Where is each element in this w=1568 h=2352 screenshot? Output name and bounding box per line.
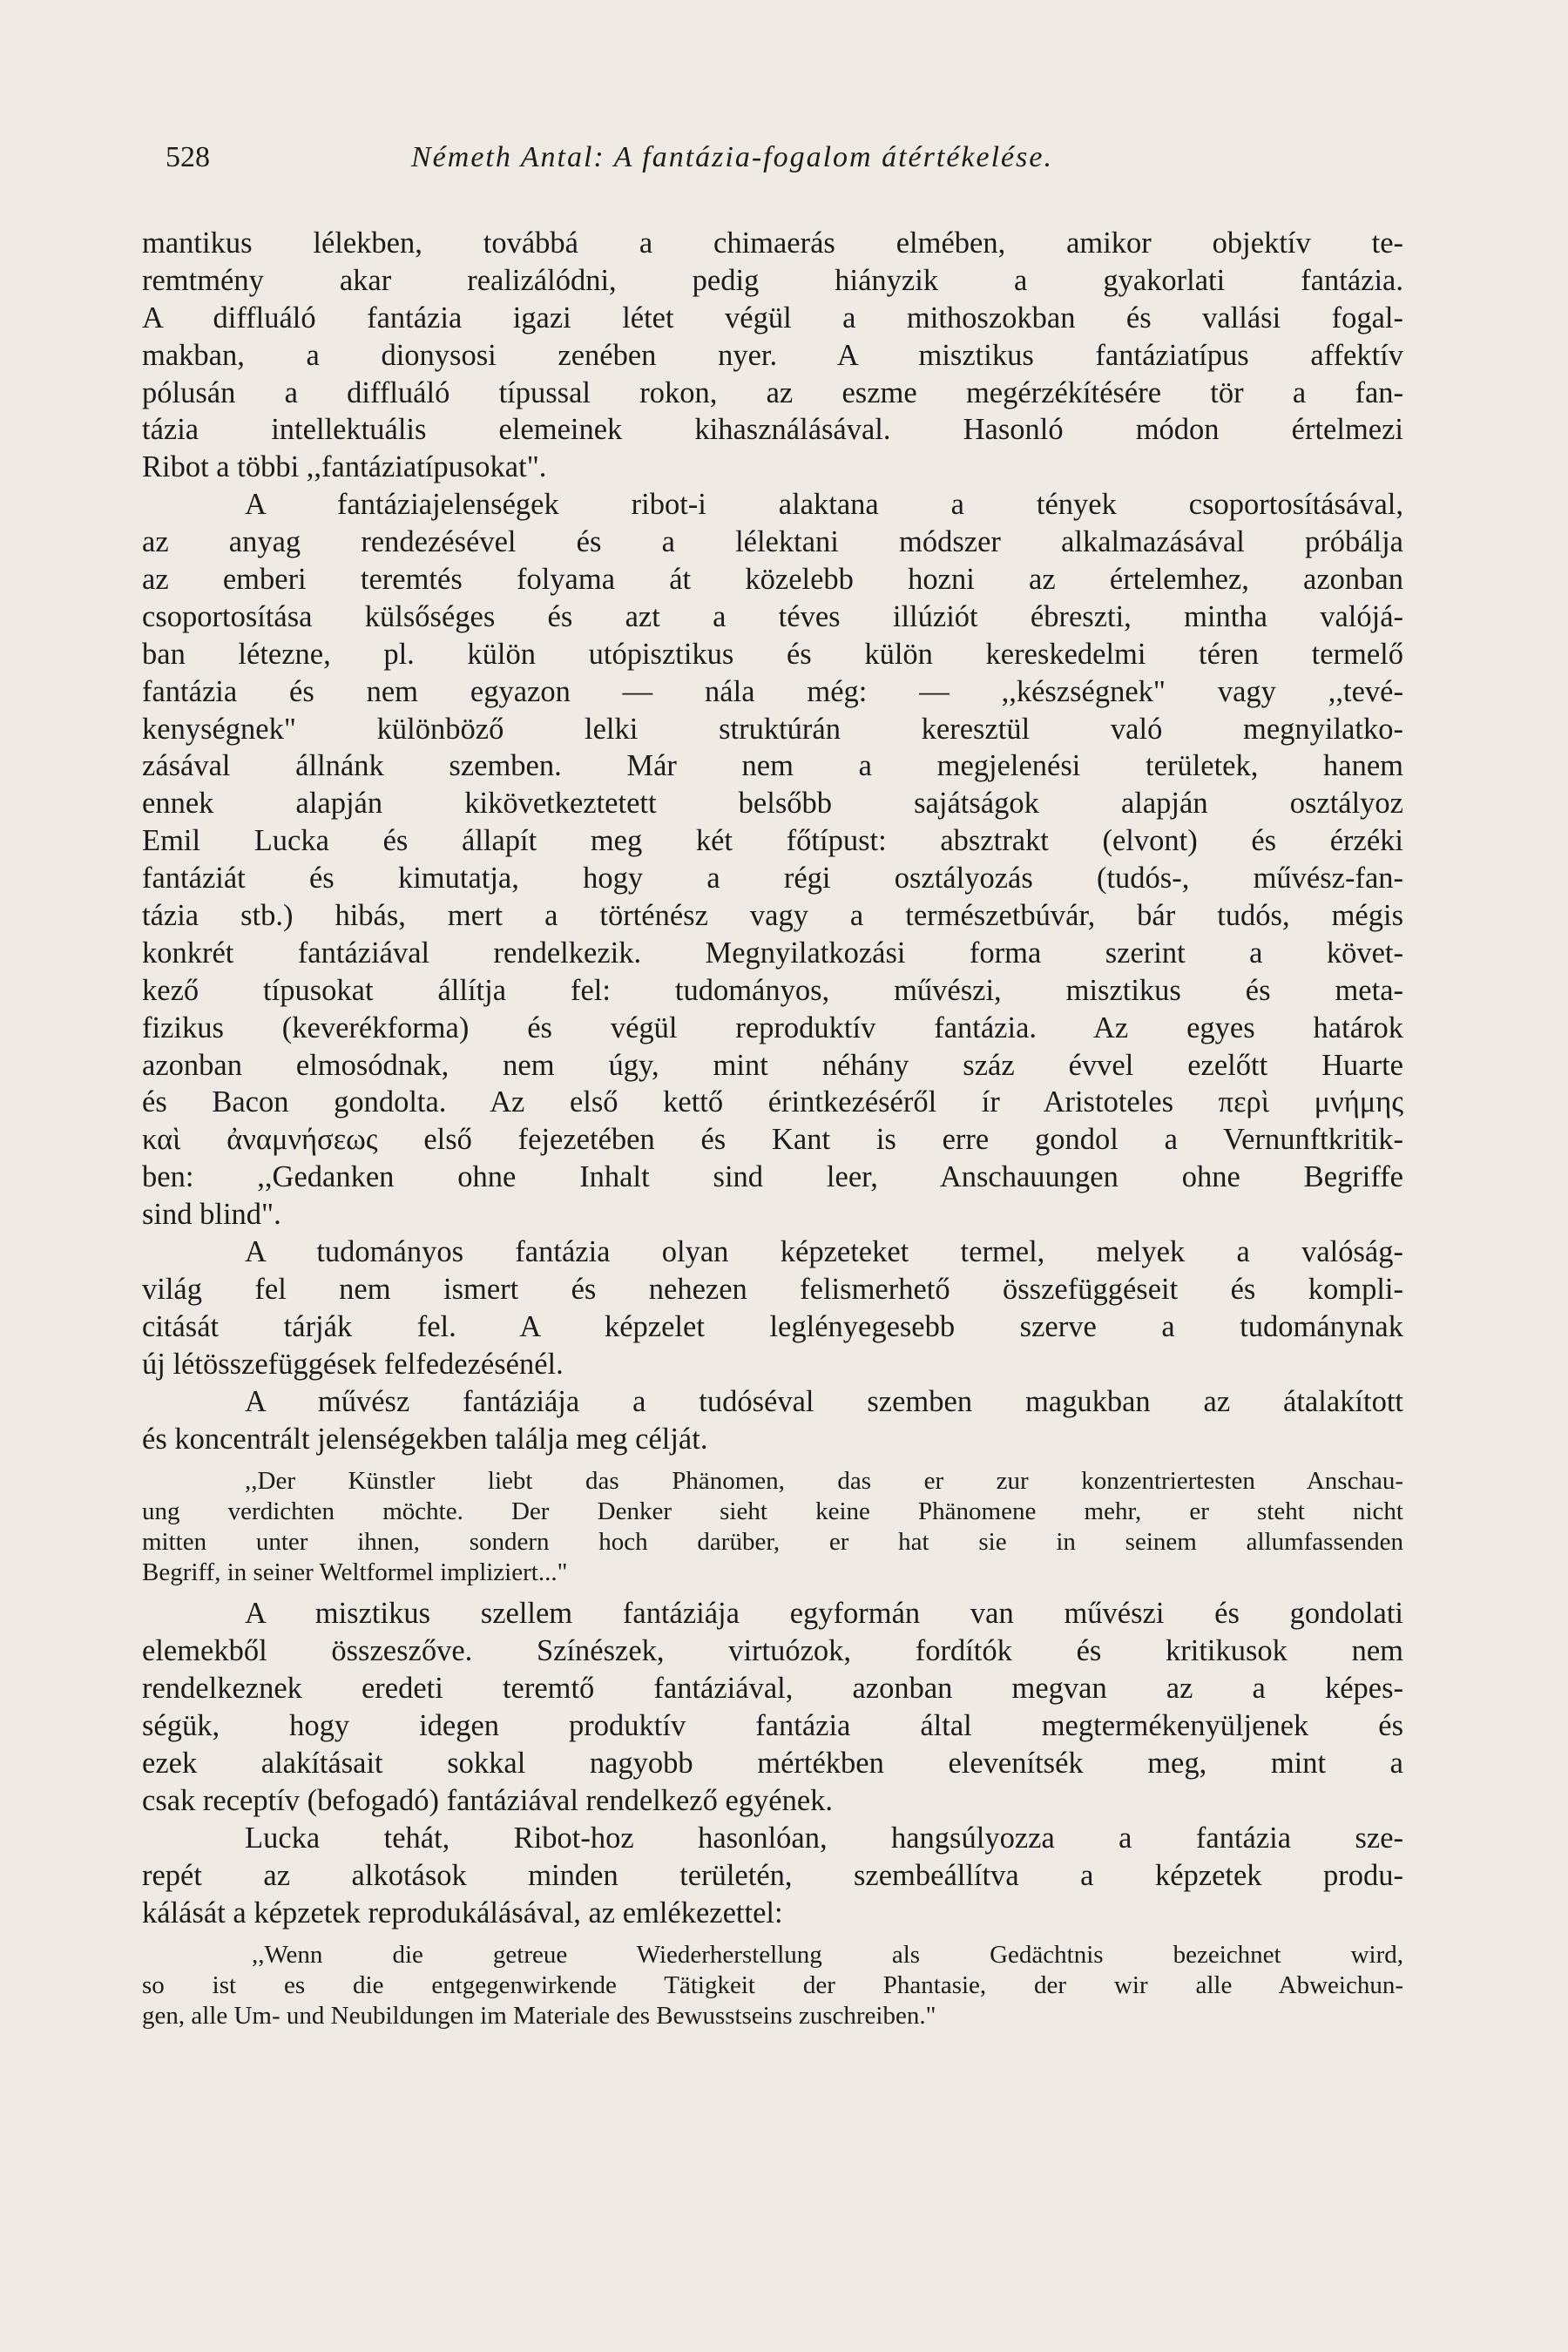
text-line: fantázia és nem egyazon — nála még: — ,,készségnek" vagy ,,tevé- [142,674,1403,708]
text-line: remtmény akar realizálódni, pedig hiányzik a gyakorlati fantázia. [142,263,1403,297]
text-line: kező típusokat állítja fel: tudományos, művészi, misztikus és meta- [142,973,1403,1007]
quote-line: gen, alle Um- und Neubildungen im Materiale des Bewusstseins zuschreiben." [142,2002,936,2031]
text-line: és koncentrált jelenségekben találja meg célját. [142,1422,708,1456]
page-number: 528 [166,141,210,173]
text-line: makban, a dionysosi zenében nyer. A misztikus fantáziatípus affektív [142,338,1403,372]
text-line: csoportosítása külsőséges és azt a téves illúziót ébreszti, mintha valójá- [142,599,1403,633]
quote-line: mitten unter ihnen, sondern hoch darüber, er hat sie in seinem allumfassenden [142,1528,1403,1557]
quote-line: ung verdichten möchte. Der Denker sieht keine Phänomene mehr, er steht nicht [142,1497,1403,1526]
text-line: tázia intellektuális elemeinek kihasználásával. Hasonló módon értelmezi [142,413,1403,447]
text-line: ben: ,,Gedanken ohne Inhalt sind leer, Anschauungen ohne Begriffe [142,1160,1403,1194]
text-line: pólusán a diffluáló típussal rokon, az eszme megérzékítésére tör a fan- [142,375,1403,409]
quote-line: ,,Wenn die getreue Wiederherstellung als Gedächtnis bezeichnet wird, [252,1941,1403,1970]
text-line: kenységnek" különböző lelki struktúrán keresztül való megnyilatko- [142,712,1403,746]
paragraph-2 [142,486,1403,1233]
text-line: fantáziát és kimutatja, hogy a régi osztályozás (tudós-, művész-fan- [142,862,1403,896]
text-line: sind blind". [142,1198,281,1232]
quote-line: Begriff, in seiner Weltformel impliziert..." [142,1558,568,1587]
text-line: tázia stb.) hibás, mert a történész vagy a természetbúvár, bár tudós, mégis [142,899,1403,933]
text-line: A diffluáló fantázia igazi létet végül a mithoszokban és vallási fogal- [142,301,1403,335]
text-line: kálását a képzetek reprodukálásával, az emlékezettel: [142,1896,783,1930]
text-line: ennek alapján kikövetkeztetett belsőbb sajátságok alapján osztályoz [142,787,1403,821]
running-head: Németh Antal: A fantázia-fogalom átértékelése. [411,141,1053,173]
text-line: csak receptív (befogadó) fantáziával rendelkező egyének. [142,1783,834,1817]
text-line: ban létezne, pl. külön utópisztikus és külön kereskedelmi téren termelő [142,637,1403,671]
body-text [142,225,1403,2038]
text-line: citását tárják fel. A képzelet leglényegesebb szerve a tudománynak [142,1309,1403,1343]
text-line: új létösszefüggések felfedezésénél. [142,1347,564,1381]
text-line: konkrét fantáziával rendelkezik. Megnyilatkozási forma szerint a követ- [142,936,1403,970]
text-line: az anyag rendezésével és a lélektani módszer alkalmazásával próbálja [142,525,1403,559]
block-quote-1 [142,1466,1403,1588]
paragraph-1 [142,225,1403,486]
text-line: azonban elmosódnak, nem úgy, mint néhány száz évvel ezelőtt Huarte [142,1048,1403,1082]
text-line: fizikus (keverékforma) és végül reproduktív fantázia. Az egyes határok [142,1010,1403,1044]
text-line: ezek alakításait sokkal nagyobb mértékben elevenítsék meg, mint a [142,1746,1403,1780]
quote-line: ,,Der Künstler liebt das Phänomen, das er zur konzentriertesten Anschau- [245,1467,1403,1496]
text-line: az emberi teremtés folyama át közelebb hozni az értelemhez, azonban [142,563,1403,597]
quote-line: so ist es die entgegenwirkende Tätigkeit der Phantasie, der wir alle Abweichun- [142,1971,1403,2000]
block-quote-2 [142,1940,1403,2031]
text-line: A fantáziajelenségek ribot-i alaktana a tények csoportosításával, [245,488,1403,522]
text-line: zásával állnánk szemben. Már nem a megjelenési területek, hanem [142,749,1403,783]
paragraph-4 [142,1383,1403,1458]
text-line: καὶ ἀναμνήσεως első fejezetében és Kant is erre gondol a Vernunftkritik- [142,1123,1403,1157]
text-line: Lucka tehát, Ribot-hoz hasonlóan, hangsúlyozza a fantázia sze- [245,1821,1403,1855]
text-line: és Bacon gondolta. Az első kettő érintkezéséről ír Aristoteles περὶ μνήμης [142,1085,1403,1119]
text-line: A tudományos fantázia olyan képzeteket termel, melyek a valóság- [245,1235,1403,1269]
text-line: Ribot a többi ,,fantáziatípusokat". [142,450,547,484]
page-header [166,141,1429,185]
text-line: elemekből összeszőve. Színészek, virtuózok, fordítók és kritikusok nem [142,1634,1403,1668]
paragraph-3 [142,1233,1403,1383]
text-line: repét az alkotások minden területén, szembeállítva a képzetek produ- [142,1858,1403,1892]
text-line: Emil Lucka és állapít meg két főtípust: absztrakt (elvont) és érzéki [142,824,1403,858]
text-line: A misztikus szellem fantáziája egyformán van művészi és gondolati [245,1597,1403,1631]
text-line: világ fel nem ismert és nehezen felismerhető összefüggéseit és kompli- [142,1272,1403,1306]
text-line: ségük, hogy idegen produktív fantázia által megtermékenyüljenek és [142,1709,1403,1743]
paragraph-5 [142,1595,1403,1819]
text-line: A művész fantáziája a tudóséval szemben magukban az átalakított [245,1384,1403,1418]
text-line: rendelkeznek eredeti teremtő fantáziával, azonban megvan az a képes- [142,1672,1403,1706]
text-line: mantikus lélekben, továbbá a chimaerás elmében, amikor objektív te- [142,226,1403,260]
paragraph-6 [142,1820,1403,1932]
